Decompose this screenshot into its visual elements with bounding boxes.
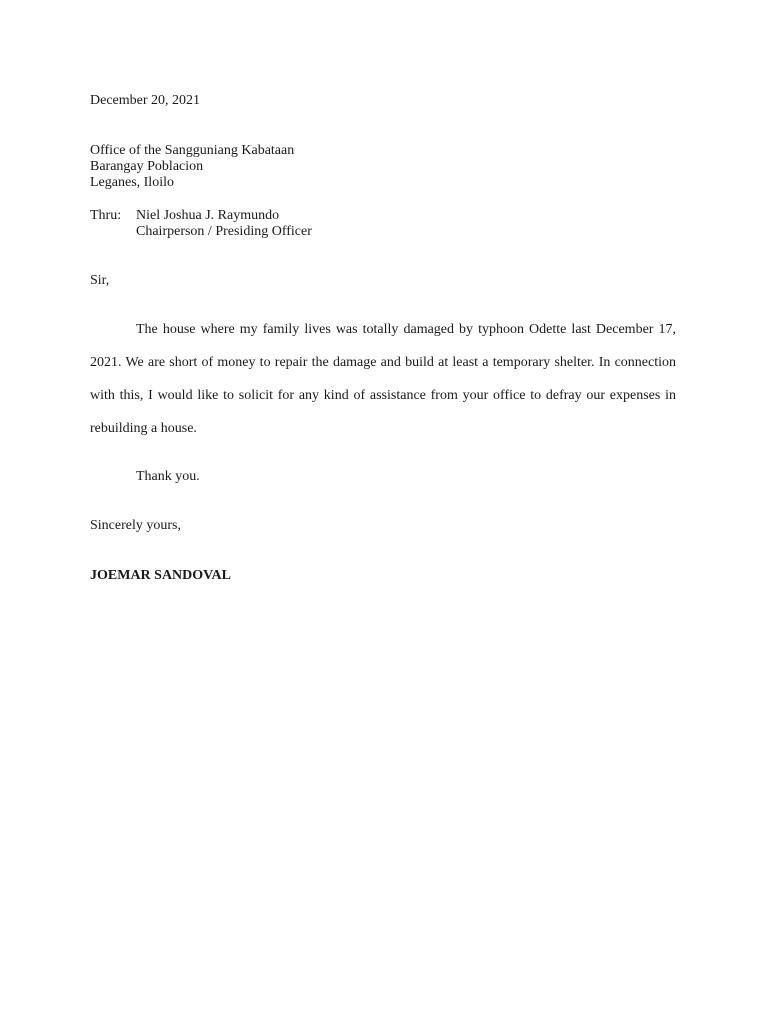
recipient-office: Office of the Sangguniang Kabataan	[90, 143, 295, 158]
thru-label: Thru:	[90, 208, 122, 223]
closing: Sincerely yours,	[90, 518, 181, 533]
recipient-location: Leganes, Iloilo	[90, 175, 174, 190]
recipient-barangay: Barangay Poblacion	[90, 159, 204, 174]
thru-name: Niel Joshua J. Raymundo	[136, 208, 280, 223]
body-line: 2021. We are short of money to repair the damage and build at least a temporary shelter. In connection	[90, 355, 676, 370]
salutation: Sir,	[90, 273, 110, 288]
body-line: with this, I would like to solicit for any kind of assistance from your office to defray our expenses in	[90, 388, 676, 403]
signature-name: JOEMAR SANDOVAL	[90, 568, 231, 583]
thru-title: Chairperson / Presiding Officer	[136, 224, 312, 239]
body-line: The house where my family lives was totally damaged by typhoon Odette last December 17,	[136, 322, 676, 337]
body-line: rebuilding a house.	[90, 421, 197, 436]
letter-date: December 20, 2021	[90, 93, 201, 108]
thanks-line: Thank you.	[136, 469, 200, 484]
